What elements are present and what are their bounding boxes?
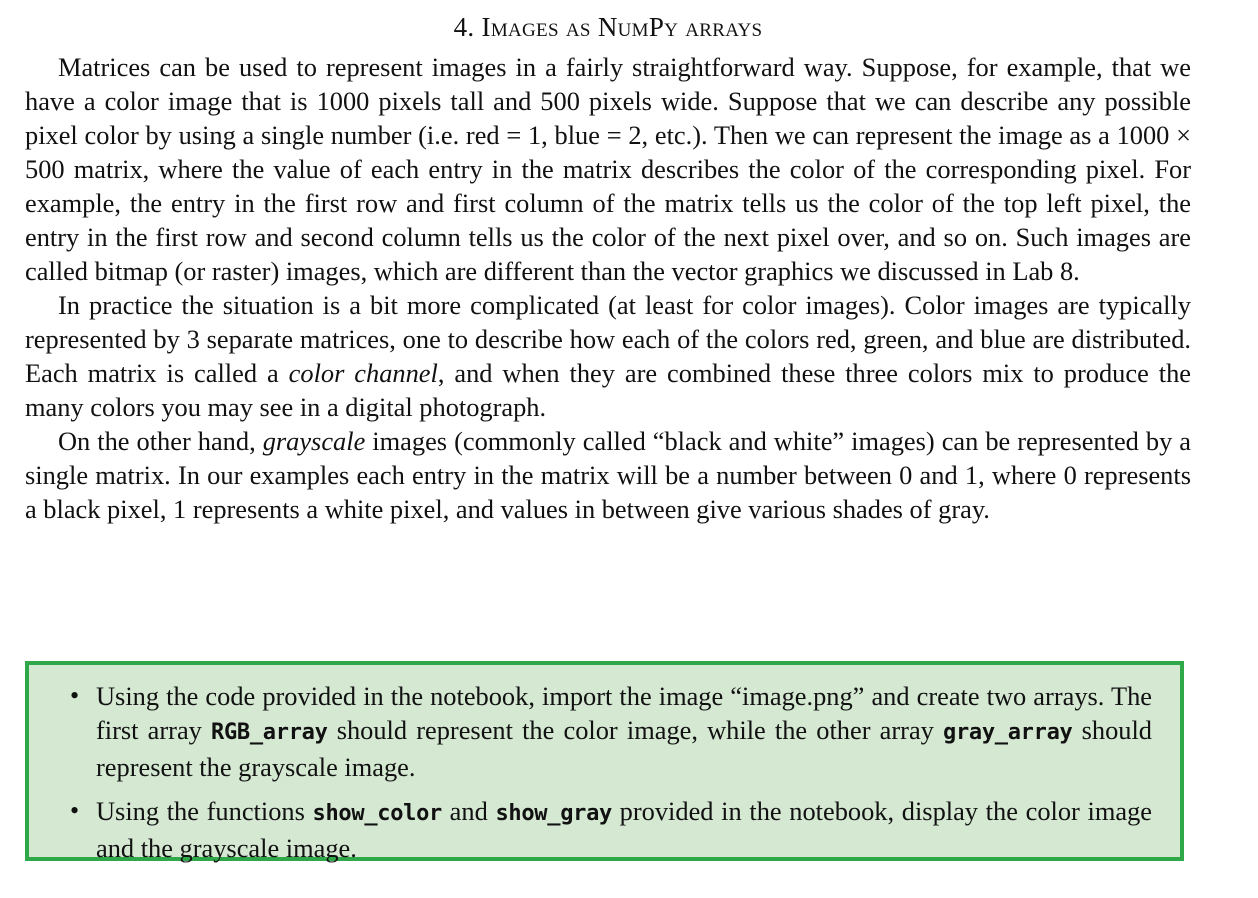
paragraph-color-channels <box>25 288 1191 424</box>
exercise-item-display-text-c: provided in the notebook, display the color image and the grayscale image. <box>96 796 1152 863</box>
section-heading <box>25 10 1191 44</box>
paragraph-grayscale-text-b: images (commonly called “black and white” images) can be represented by a single matrix. In our examples each entry in the matrix will be a number between 0 and 1, where 0 represents a black pixel, 1 represents a white pixel, and values in between give various shades of gray. <box>25 426 1192 524</box>
paragraph-grayscale <box>25 424 1191 526</box>
exercise-item-import-text-a: Using the code provided in the notebook, import the image “image.png” and create two arrays. The first array <box>96 681 1152 745</box>
section-number: 4. <box>453 12 475 42</box>
exercise-item-display <box>70 794 1152 865</box>
bullet-icon: • <box>70 796 80 825</box>
exercise-item-import-text-c: should represent the grayscale image. <box>96 715 1153 782</box>
paragraph-grayscale-text-a: On the other hand, <box>58 426 263 456</box>
section-title-part3: arrays <box>678 12 763 42</box>
paragraph-color-channels-text-a: In practice the situation is a bit more complicated (at least for color images). Color images are typically represented by 3 separate matrices, one to describe how each of the colors red, green, and blue are distributed. Each matrix is called a <box>25 290 1191 388</box>
exercise-item-import-text-b: should represent the color image, while the other array <box>327 715 944 745</box>
term-grayscale: grayscale <box>262 426 366 456</box>
code-show-gray: show_gray <box>495 801 612 826</box>
document-page <box>25 0 1191 526</box>
paragraph-images-as-matrices: Matrices can be used to represent images in a fairly straightforward way. Suppose, for example, that we have a color image that is 1000 pixels tall and 500 pixels wide. Suppose that we can describe any possible pixel color by using a single number (i.e. red = 1, blue = 2, etc.). Then we can represent the image as a 1000 × 500 matrix, where the value of each entry in the matrix describes the color of the corresponding pixel. For example, the entry in the first row and first column of the matrix tells us the color of the top left pixel, the entry in the first row and second column tells us the color of the next pixel over, and so on. Such images are called bitmap (or raster) images, which are different than the vector graphics we discussed in Lab 8. <box>25 52 1191 286</box>
section-title-part1: Images as <box>481 12 598 42</box>
exercise-list <box>29 665 1180 865</box>
exercise-item-display-text-b: and <box>442 796 496 826</box>
section-title-part2: NumPy <box>597 12 679 42</box>
code-rgb-array: RGB_array <box>211 720 328 745</box>
bullet-icon: • <box>70 681 80 710</box>
term-color-channel: color channel <box>288 358 438 388</box>
exercise-item-import <box>70 679 1153 784</box>
exercise-item-display-text-a: Using the functions <box>96 796 313 826</box>
exercise-box <box>25 661 1184 861</box>
code-gray-array: gray_array <box>943 720 1073 745</box>
code-show-color: show_color <box>312 801 442 826</box>
paragraph-color-channels-text-b: , and when they are combined these three colors mix to produce the many colors you may see in a digital photograph. <box>25 358 1191 422</box>
